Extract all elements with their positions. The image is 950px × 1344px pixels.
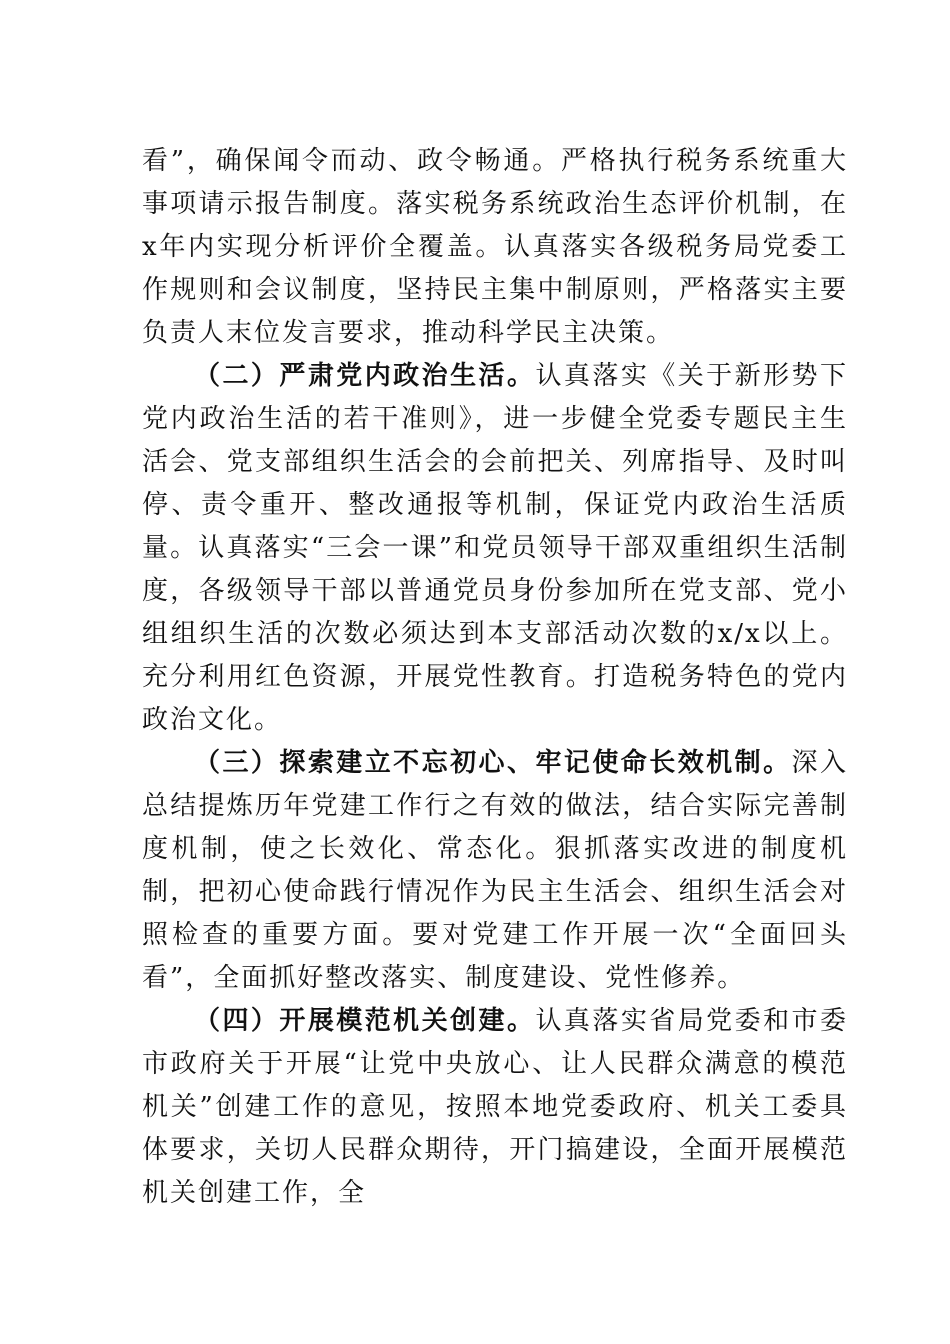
paragraph-4-text: 认真落实省局党委和市委市政府关于开展“让党中央放心、让人民群众满意的模范机关”创建工作的意见，按照本地党委政府、机关工委具体要求，关切人民群众期待，开门搞建设，全面开展模范机关创建工作，全	[142, 1006, 848, 1208]
paragraph-1	[142, 140, 848, 355]
section-heading-3: （三）探索建立不忘初心、牢记使命长效机制。	[194, 748, 792, 778]
document-body	[142, 140, 848, 1215]
paragraph-1-text: 看”，确保闻令而动、政令畅通。严格执行税务系统重大事项请示报告制度。落实税务系统政治生态评价机制，在x年内实现分析评价全覆盖。认真落实各级税务局党委工作规则和会议制度，坚持民主集中制原则，严格落实主要负责人末位发言要求，推动科学民主决策。	[142, 146, 848, 348]
section-heading-2: （二）严肃党内政治生活。	[194, 361, 536, 391]
paragraph-2	[142, 355, 848, 742]
paragraph-2-text: 认真落实《关于新形势下党内政治生活的若干准则》，进一步健全党委专题民主生活会、党支部组织生活会的会前把关、列席指导、及时叫停、责令重开、整改通报等机制，保证党内政治生活质量。认真落实“三会一课”和党员领导干部双重组织生活制度，各级领导干部以普通党员身份参加所在党支部、党小组组织生活的次数必须达到本支部活动次数的x/x以上。充分利用红色资源，开展党性教育。打造税务特色的党内政治文化。	[142, 361, 848, 735]
paragraph-3-text: 深入总结提炼历年党建工作行之有效的做法，结合实际完善制度机制，使之长效化、常态化。狠抓落实改进的制度机制，把初心使命践行情况作为民主生活会、组织生活会对照检查的重要方面。要对党建工作开展一次“全面回头看”，全面抓好整改落实、制度建设、党性修养。	[142, 748, 848, 993]
section-heading-4: （四）开展模范机关创建。	[194, 1006, 536, 1036]
paragraph-4	[142, 1000, 848, 1215]
paragraph-3	[142, 742, 848, 1000]
